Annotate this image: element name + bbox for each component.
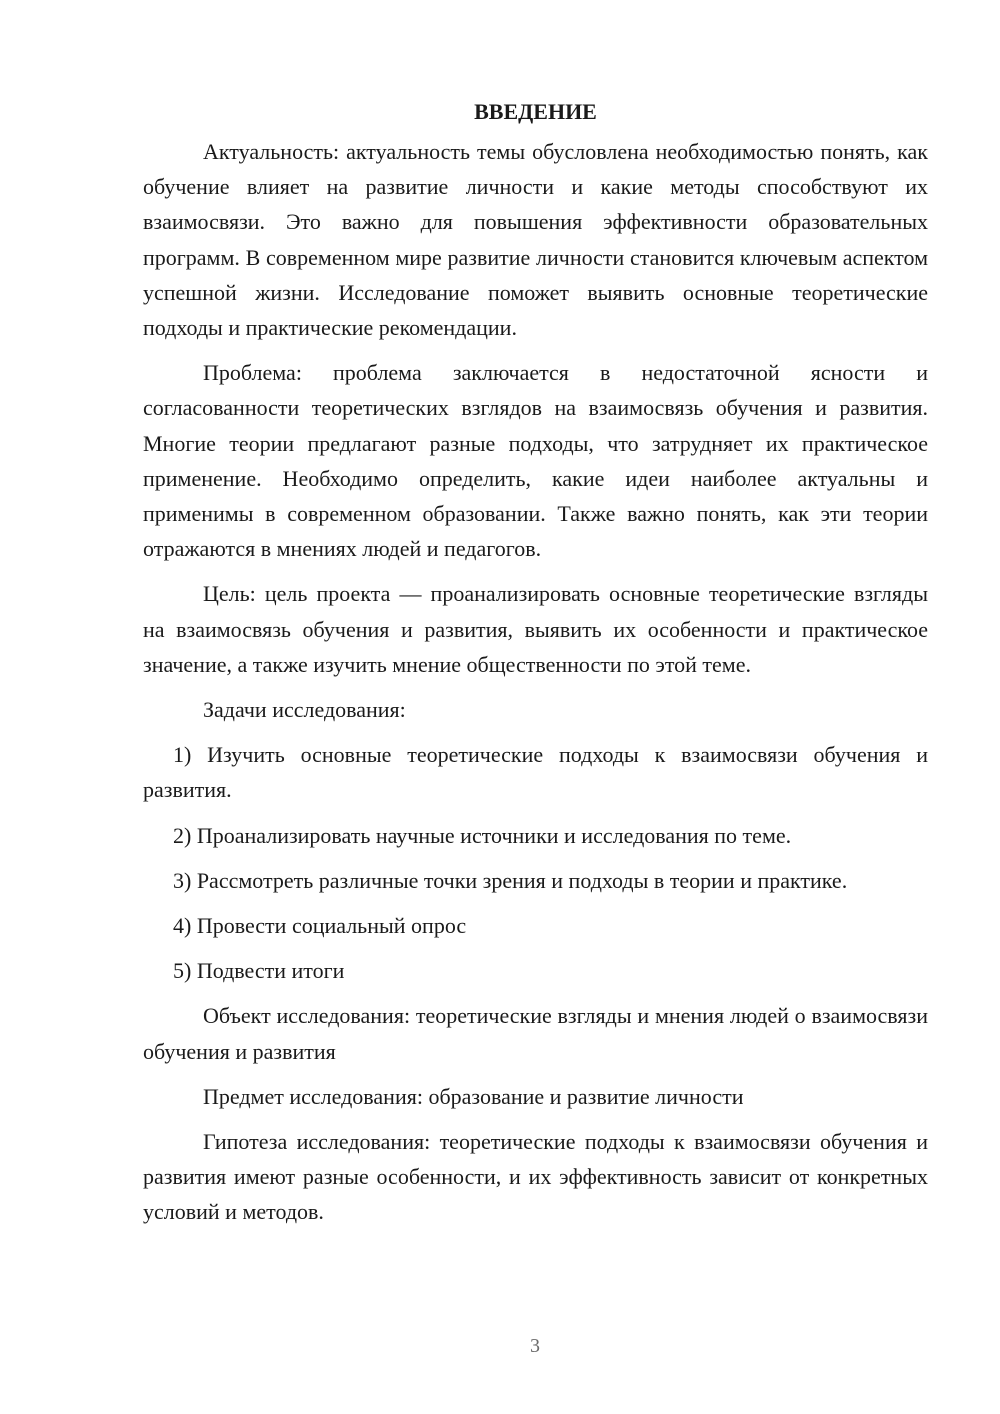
subject-paragraph: Предмет исследования: образование и развитие личности bbox=[203, 1083, 744, 1109]
problem-paragraph: Проблема: проблема заключается в недостаточной ясности и согласованности теоретических взглядов на взаимосвязь обучения и развития. Многие теории предлагают разные подходы, что затрудняет их практическое применение. Необходимо определить, какие идеи наиболее актуальны и применимы в современном образовании. Также важно понять, как эти теории отражаются в мнениях людей и педагогов. bbox=[143, 360, 928, 562]
page-content bbox=[143, 94, 928, 1230]
goal-paragraph: Цель: цель проекта — проанализировать основные теоретические взгляды на взаимосвязь обучения и развития, выявить их особенности и практическое значение, а также изучить мнение общественности по этой теме. bbox=[143, 581, 928, 677]
hypothesis-paragraph: Гипотеза исследования: теоретические подходы к взаимосвязи обучения и развития имеют разные особенности, и их эффективность зависит от конкретных условий и методов. bbox=[143, 1129, 928, 1225]
object-paragraph: Объект исследования: теоретические взгляды и мнения людей о взаимосвязи обучения и развития bbox=[143, 1003, 928, 1064]
task-item-1: 1) Изучить основные теоретические подходы к взаимосвязи обучения и развития. bbox=[143, 742, 928, 803]
section-title: ВВЕДЕНИЕ bbox=[474, 99, 597, 124]
page-number: 3 bbox=[530, 1335, 540, 1357]
tasks-heading: Задачи исследования: bbox=[203, 697, 406, 723]
task-item-5: 5) Подвести итоги bbox=[173, 958, 345, 984]
task-item-4: 4) Провести социальный опрос bbox=[173, 913, 467, 939]
task-item-3: 3) Рассмотреть различные точки зрения и подходы в теории и практике. bbox=[173, 867, 848, 893]
relevance-paragraph: Актуальность: актуальность темы обусловлена необходимостью понять, как обучение влияет на развитие личности и какие методы способствуют их взаимосвязи. Это важно для повышения эффективности образовательных программ. В современном мире развитие личности становится ключевым аспектом успешной жизни. Исследование поможет выявить основные теоретические подходы и практические рекомендации. bbox=[143, 139, 928, 341]
task-item-2: 2) Проанализировать научные источники и исследования по теме. bbox=[173, 822, 792, 848]
